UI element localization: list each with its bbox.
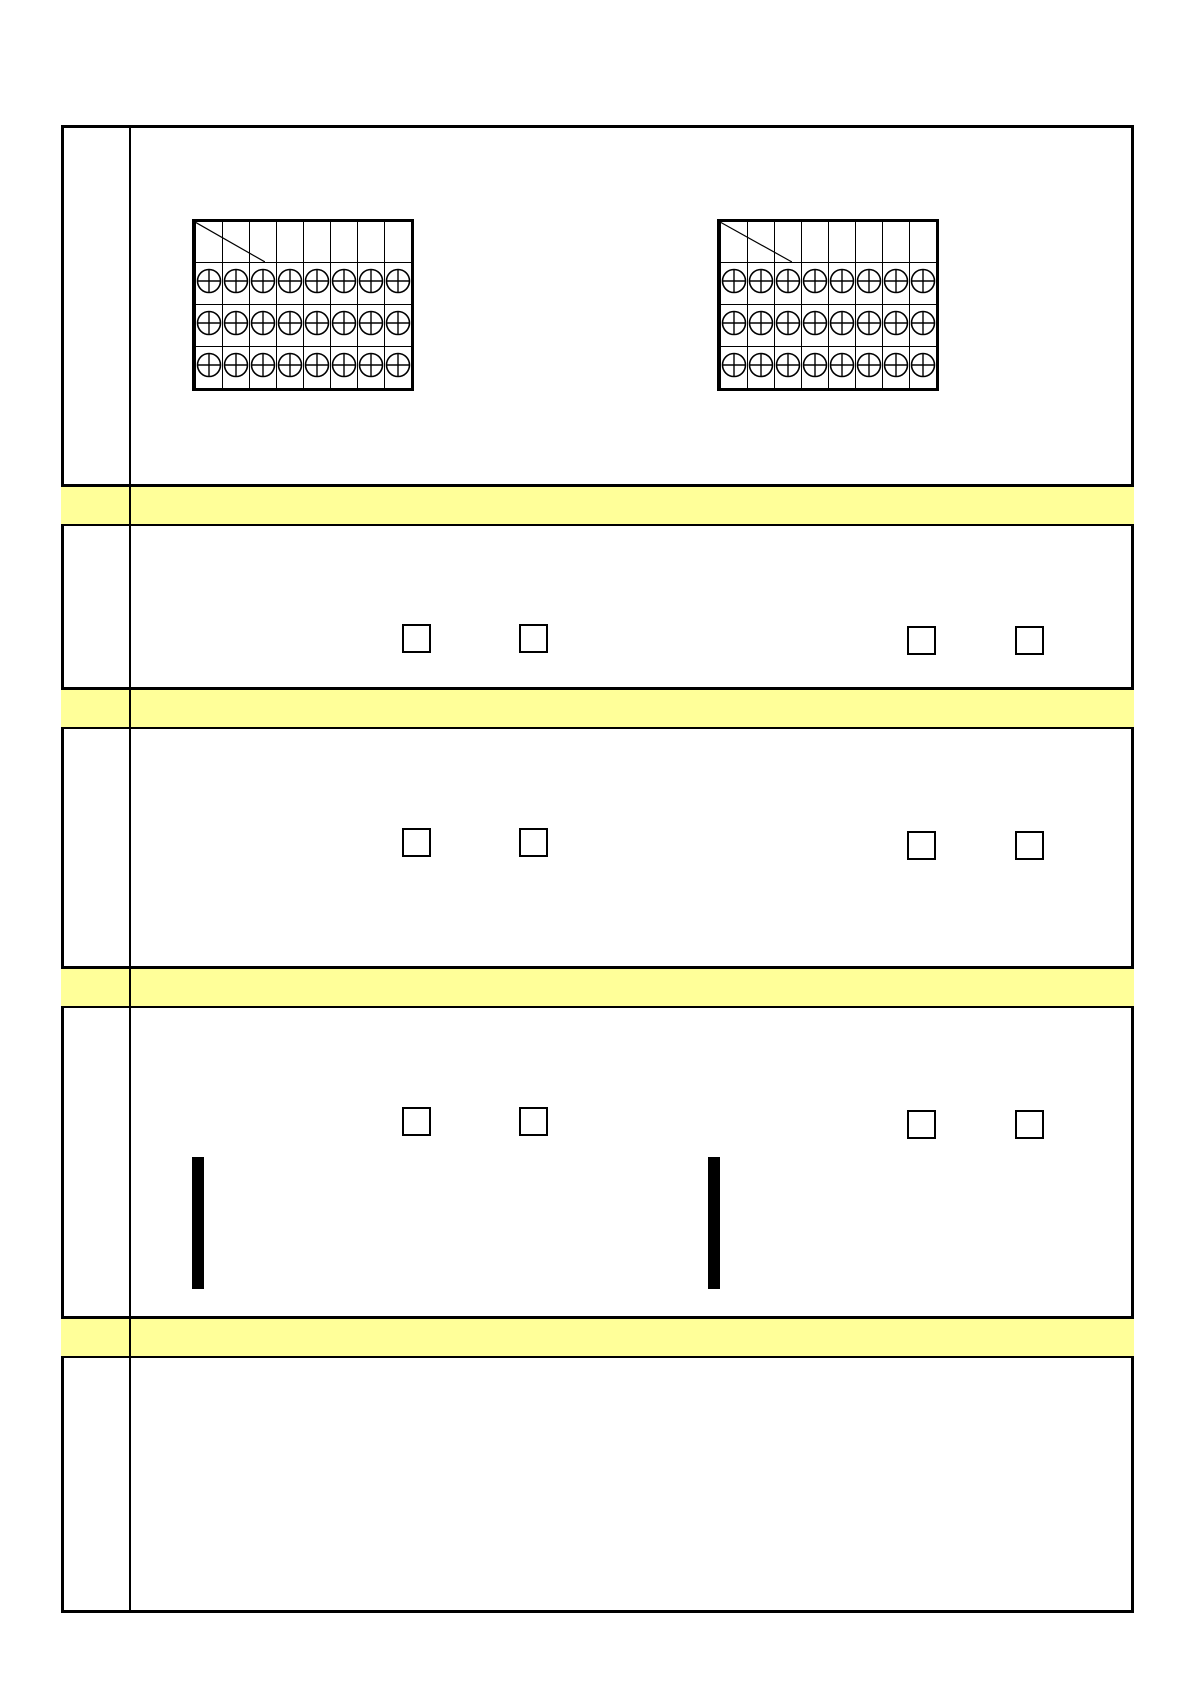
circle-plus-icon: [250, 310, 276, 336]
checkbox-s3-d[interactable]: [1015, 831, 1044, 860]
symbol-cell: [250, 263, 277, 305]
symbol-cell: [721, 263, 748, 305]
circle-plus-icon: [223, 352, 249, 378]
symbol-cell: [721, 305, 748, 347]
circle-plus-icon: [385, 268, 411, 294]
symbol-cell: [250, 305, 277, 347]
label-column-divider: [129, 125, 131, 1613]
circle-plus-icon: [883, 268, 909, 294]
diagonal-corner-cell: [194, 221, 196, 263]
blank-cell[interactable]: [718, 1202, 720, 1245]
checkbox-s4-d[interactable]: [1015, 1110, 1044, 1139]
section-band-2: [61, 687, 1134, 729]
circle-plus-icon: [775, 268, 801, 294]
circle-plus-icon: [331, 310, 357, 336]
symbol-cell: [304, 347, 331, 390]
column-header-cell: [304, 221, 331, 263]
blank-cell[interactable]: [202, 1202, 204, 1245]
band-label-cell: [61, 969, 131, 1006]
symbol-cell: [304, 263, 331, 305]
circle-plus-icon: [385, 310, 411, 336]
circle-plus-icon: [856, 268, 882, 294]
circle-plus-icon: [721, 310, 747, 336]
checkbox-s2-a[interactable]: [402, 624, 431, 653]
circle-plus-icon: [223, 268, 249, 294]
symbol-cell: [196, 305, 223, 347]
symbol-cell: [304, 305, 331, 347]
column-header-cell: [331, 221, 358, 263]
blank-cell[interactable]: [202, 1245, 204, 1289]
column-header-cell: [883, 221, 910, 263]
checkbox-s4-a[interactable]: [402, 1107, 431, 1136]
symbol-cell: [802, 347, 829, 390]
symbol-cell: [856, 263, 883, 305]
circle-plus-icon: [910, 310, 936, 336]
symbol-cell: [331, 305, 358, 347]
symbol-cell: [385, 305, 413, 347]
section-band-3: [61, 966, 1134, 1008]
circle-plus-icon: [250, 268, 276, 294]
symbol-cell: [883, 263, 910, 305]
checkbox-s3-c[interactable]: [907, 831, 936, 860]
symbol-cell: [385, 263, 413, 305]
symbol-cell: [277, 263, 304, 305]
circle-plus-icon: [196, 268, 222, 294]
symbol-cell: [883, 305, 910, 347]
symbol-cell: [829, 305, 856, 347]
checkbox-s2-b[interactable]: [519, 624, 548, 653]
circle-plus-icon: [856, 352, 882, 378]
circle-plus-icon: [883, 310, 909, 336]
circle-plus-icon: [223, 310, 249, 336]
column-header-cell: [910, 221, 938, 263]
symbol-cell: [775, 347, 802, 390]
diagonal-line: [195, 222, 265, 262]
symbol-cell: [358, 347, 385, 390]
band-label-cell: [61, 487, 131, 524]
symbol-cell: [802, 263, 829, 305]
circle-plus-icon: [910, 352, 936, 378]
circle-plus-icon: [829, 352, 855, 378]
symbol-cell: [856, 347, 883, 390]
circle-plus-icon: [331, 268, 357, 294]
symbol-cell: [775, 305, 802, 347]
circle-plus-icon: [802, 352, 828, 378]
circle-plus-icon: [802, 310, 828, 336]
diagonal-corner-cell: [719, 221, 721, 263]
symbol-cell: [358, 305, 385, 347]
circle-plus-icon: [277, 268, 303, 294]
circle-plus-icon: [304, 310, 330, 336]
blank-table: [192, 1157, 204, 1289]
symbol-cell: [748, 305, 775, 347]
circle-plus-icon: [385, 352, 411, 378]
checkbox-s2-d[interactable]: [1015, 626, 1044, 655]
symbol-cell: [250, 347, 277, 390]
circle-plus-icon: [775, 310, 801, 336]
blank-cell[interactable]: [718, 1158, 720, 1202]
symbol-cell: [748, 263, 775, 305]
circle-plus-icon: [775, 352, 801, 378]
checkbox-s4-b[interactable]: [519, 1107, 548, 1136]
circle-plus-icon: [277, 352, 303, 378]
symbol-cell: [829, 347, 856, 390]
symbol-cell: [196, 263, 223, 305]
symbol-cell: [910, 347, 938, 390]
circle-plus-icon: [196, 352, 222, 378]
symbol-cell: [856, 305, 883, 347]
band-label-cell: [61, 690, 131, 727]
symbol-cell: [910, 263, 938, 305]
section-band-1: [61, 484, 1134, 526]
circle-plus-icon: [358, 268, 384, 294]
circle-plus-icon: [721, 352, 747, 378]
circle-plus-icon: [829, 310, 855, 336]
symbol-cell: [775, 263, 802, 305]
blank-table: [708, 1157, 720, 1289]
symbol-cell: [802, 305, 829, 347]
circle-plus-icon: [721, 268, 747, 294]
column-header-cell: [856, 221, 883, 263]
circle-plus-icon: [748, 352, 774, 378]
circle-plus-icon: [196, 310, 222, 336]
checkbox-s2-c[interactable]: [907, 626, 936, 655]
symbol-cell: [748, 347, 775, 390]
symbol-cell: [277, 347, 304, 390]
symbol-table: [192, 219, 414, 391]
column-header-cell: [277, 221, 304, 263]
circle-plus-icon: [883, 352, 909, 378]
circle-plus-icon: [331, 352, 357, 378]
symbol-cell: [721, 347, 748, 390]
circle-plus-icon: [748, 310, 774, 336]
checkbox-s4-c[interactable]: [907, 1110, 936, 1139]
column-header-cell: [802, 221, 829, 263]
symbol-cell: [223, 347, 250, 390]
diagonal-line: [720, 222, 792, 262]
checkbox-s3-b[interactable]: [519, 828, 548, 857]
circle-plus-icon: [358, 310, 384, 336]
circle-plus-icon: [250, 352, 276, 378]
circle-plus-icon: [304, 268, 330, 294]
circle-plus-icon: [358, 352, 384, 378]
symbol-cell: [223, 263, 250, 305]
circle-plus-icon: [304, 352, 330, 378]
column-header-cell: [385, 221, 413, 263]
symbol-cell: [223, 305, 250, 347]
blank-cell[interactable]: [202, 1158, 204, 1202]
circle-plus-icon: [829, 268, 855, 294]
circle-plus-icon: [277, 310, 303, 336]
blank-cell[interactable]: [718, 1245, 720, 1289]
symbol-cell: [358, 263, 385, 305]
circle-plus-icon: [856, 310, 882, 336]
symbol-cell: [196, 347, 223, 390]
circle-plus-icon: [748, 268, 774, 294]
symbol-cell: [385, 347, 413, 390]
symbol-table: [717, 219, 939, 391]
column-header-cell: [358, 221, 385, 263]
symbol-cell: [277, 305, 304, 347]
checkbox-s3-a[interactable]: [402, 828, 431, 857]
symbol-cell: [829, 263, 856, 305]
circle-plus-icon: [910, 268, 936, 294]
symbol-cell: [331, 263, 358, 305]
section-band-4: [61, 1316, 1134, 1358]
column-header-cell: [829, 221, 856, 263]
symbol-cell: [910, 305, 938, 347]
band-label-cell: [61, 1319, 131, 1356]
symbol-cell: [883, 347, 910, 390]
circle-plus-icon: [802, 268, 828, 294]
symbol-cell: [331, 347, 358, 390]
